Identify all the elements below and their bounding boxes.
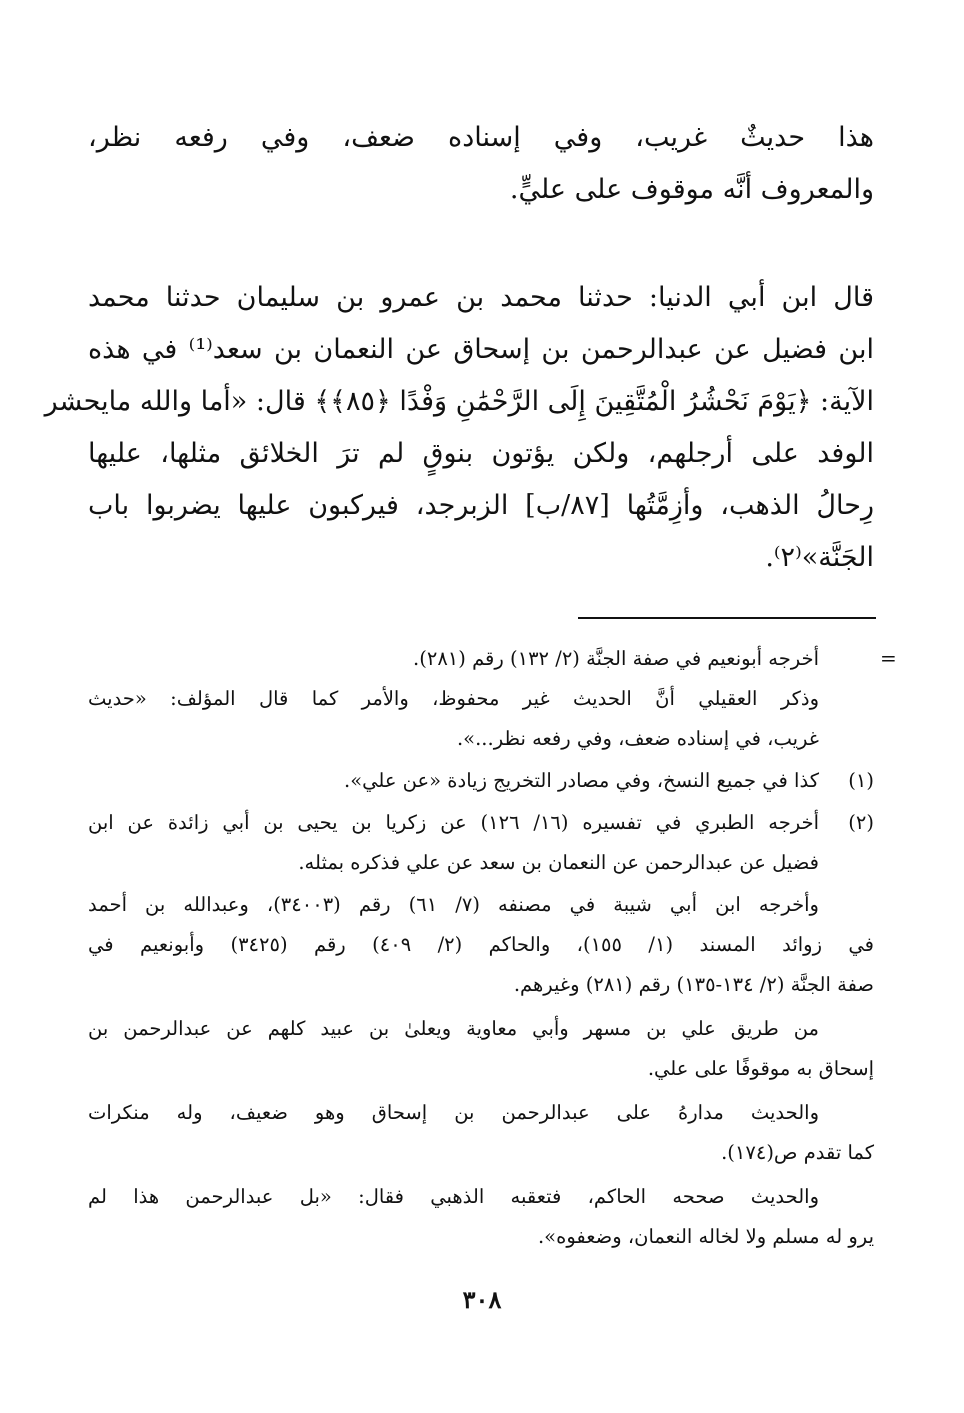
- footnote-2-line: والحديث مدارهُ على عبدالرحمن بن إسحاق وهو ضعيف، وله منكرات: [88, 1101, 819, 1124]
- footnote-2-line: في زوائد المسند (١/ ١٥٥)، والحاكم (٢/ ٤٠٩) رقم (٣٤٢٥) وأبونعيم في: [88, 933, 874, 956]
- footnote-number: (١): [848, 769, 874, 792]
- body-line: هذا حديثٌ غريب، وفي إسناده ضعف، وفي رفعه نظر،: [88, 122, 874, 153]
- footnote-2-line: كما تقدم ص(١٧٤).: [721, 1141, 874, 1164]
- footnote-2-line: صفة الجنَّة (٢/ ١٣٤-١٣٥) رقم (٢٨١) وغيرهم.: [513, 973, 874, 996]
- footnote-line: أخرجه أبونعيم في صفة الجنَّة (٢/ ١٣٢) رقم (٢٨١).: [413, 647, 819, 670]
- body-line: رِحالُ الذهب، وأزِمَّتُها [٨٧/ب] الزبرجد، فيركبون عليها يضربوا باب: [88, 490, 874, 521]
- continuation-marker: =: [880, 646, 897, 670]
- footnote-2-line: من طريق علي بن مسهر وأبي معاوية ويعلىٰ بن عبيد كلهم عن عبدالرحمن بن: [88, 1017, 819, 1040]
- body-line: قال ابن أبي الدنيا: حدثنا محمد بن عمرو بن سليمان حدثنا محمد: [88, 282, 874, 313]
- footnote-line: غريب، في إسناده ضعف، وفي رفعه نظر...».: [456, 727, 819, 750]
- body-line: الجَنَّة»⁽٢⁾.: [765, 542, 874, 573]
- footnote-2-line: وأخرجه ابن أبي شيبة في مصنفه (٧/ ٦١) رقم (٣٤٠٠٣)، وعبدالله بن أحمد: [88, 893, 819, 916]
- body-line: ابن فضيل عن عبدالرحمن بن إسحاق عن النعمان بن سعد⁽¹⁾ في هذه: [88, 334, 874, 365]
- footnote-number: (٢): [848, 811, 874, 834]
- footnote-2-line: إسحاق به موقوفًا على علي.: [647, 1057, 874, 1080]
- footnote-separator: [578, 617, 876, 619]
- footnote-2-line: فضيل عن عبدالرحمن عن النعمان بن سعد عن علي فذكره بمثله.: [298, 851, 819, 874]
- page-number: ٣٠٨: [462, 1285, 502, 1314]
- footnote-line: وذكر العقيلي أنَّ الحديث غير محفوظ، والأمر كما قال المؤلف: «حديث: [88, 687, 819, 710]
- footnote-2-line: أخرجه الطبري في تفسيره (١٦/ ١٢٦) عن زكريا بن يحيى بن أبي زائدة عن ابن: [88, 811, 819, 834]
- footnote-2-line: يرو له مسلم ولا لخاله النعمان، وضعفوه».: [537, 1225, 874, 1248]
- footnote-1: كذا في جميع النسخ، وفي مصادر التخريج زيادة «عن علي».: [344, 769, 819, 792]
- body-line: الآية: ﴿يَوْمَ نَحْشُرُ الْمُتَّقِينَ إِلَى الرَّحْمَٰنِ وَفْدًا ﴿٨٥﴾﴾ قال: «أما والله مايحشر: [44, 386, 874, 417]
- footnote-2-line: والحديث صححه الحاكم، فتعقبه الذهبي فقال: «بل عبدالرحمن هذا لم: [88, 1185, 819, 1208]
- body-line: والمعروف أنَّه موقوف على عليٍّ.: [509, 174, 874, 205]
- body-line: الوفد على أرجلهم، ولكن يؤتون بنوقٍ لم ترَ الخلائق مثلها، عليها: [88, 438, 874, 469]
